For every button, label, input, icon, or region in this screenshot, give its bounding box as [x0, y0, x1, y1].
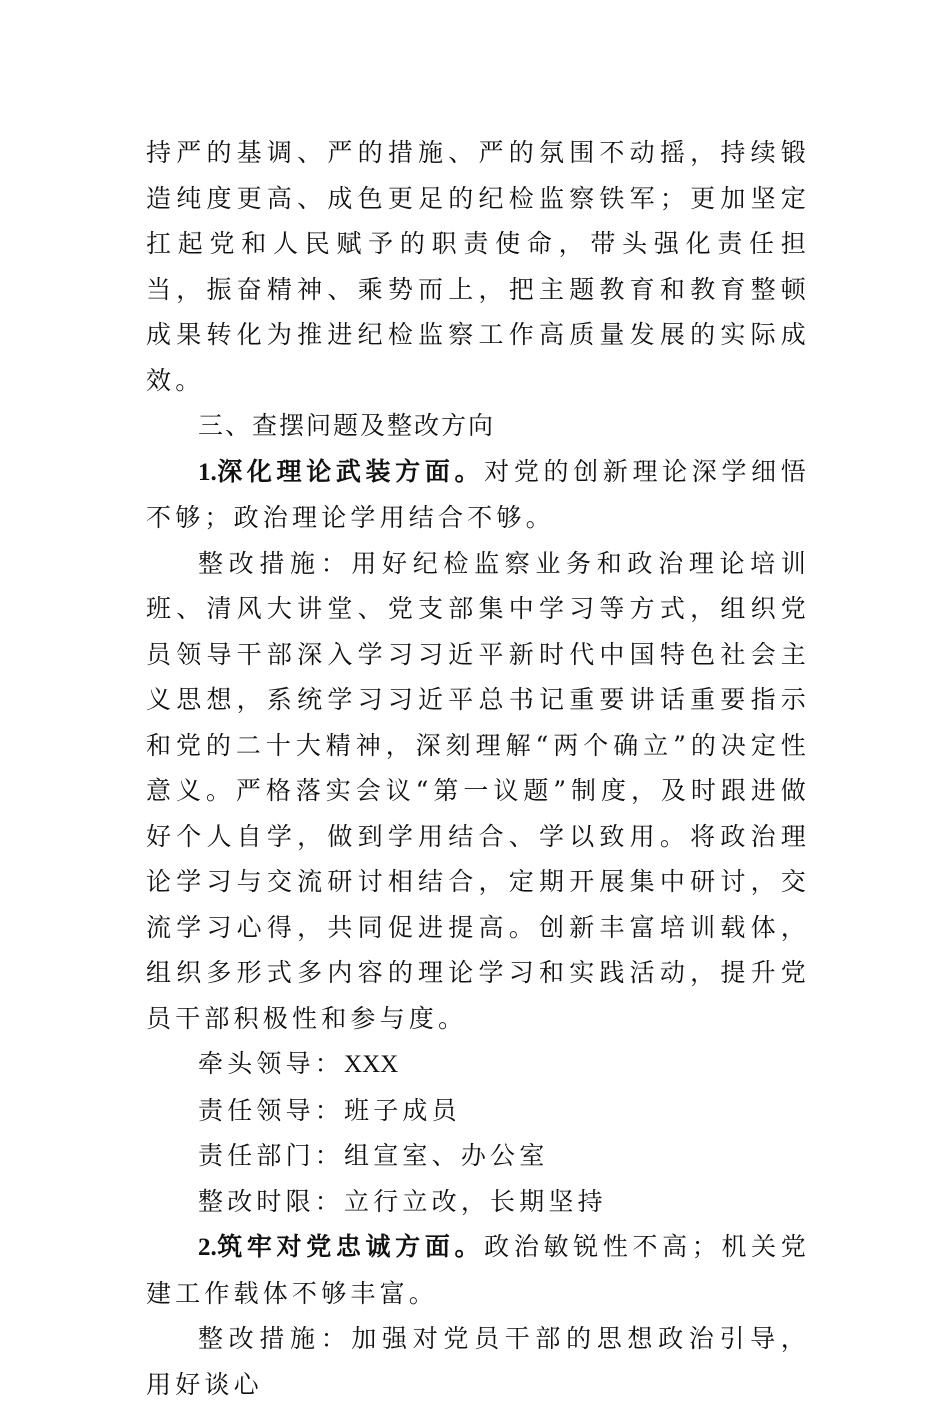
- item-1-responsible-leader: [146, 1088, 810, 1134]
- item-1-deadline: [146, 1179, 810, 1225]
- item-1-problem-paragraph: [146, 449, 810, 541]
- item-2-problem: 政治敏锐性不高；机关党建工作载体不够丰富。: [146, 1232, 810, 1308]
- item-1-title: 深化理论武装方面。: [216, 456, 485, 486]
- item-1-problem: 对党的创新理论深学细悟不够；政治理论学用结合不够。: [146, 456, 810, 532]
- item-2-measures-label: 整改措施：: [198, 1324, 352, 1353]
- lead-leader-label: 牵头领导：: [198, 1049, 345, 1078]
- item-1-lead-leader: [146, 1041, 810, 1088]
- item-1-number: 1.: [198, 458, 217, 486]
- item-1-responsible-department: [146, 1133, 810, 1179]
- section-heading: 三、查摆问题及整改方向: [198, 411, 496, 440]
- item-1-measures-label: 整改措施：: [198, 548, 352, 578]
- deadline-value: 立行立改，长期坚持: [344, 1186, 607, 1216]
- responsible-leader-value: 班子成员: [344, 1095, 461, 1125]
- item-1-measures-paragraph: [146, 541, 810, 1042]
- item-2-problem-paragraph: [146, 1224, 810, 1316]
- item-2-measures-text: 加强对党员干部的思想政治引导，用好谈心: [146, 1324, 810, 1399]
- item-2-measures-paragraph: [146, 1316, 810, 1407]
- responsible-leader-label: 责任领导：: [198, 1095, 345, 1125]
- item-2-number: 2.: [198, 1234, 217, 1261]
- responsible-department-label: 责任部门：: [198, 1141, 345, 1170]
- lead-leader-value: XXX: [344, 1051, 399, 1078]
- responsible-department-value: 组宣室、办公室: [344, 1141, 549, 1170]
- deadline-label: 整改时限：: [198, 1186, 345, 1216]
- item-2-title: 筑牢对党忠诚方面。: [216, 1232, 485, 1261]
- item-1-measures-text: 用好纪检监察业务和政治理论培训班、清风大讲堂、党支部集中学习等方式，组织党员领导干部深入学习习近平新时代中国特色社会主义思想，系统学习习近平总书记重要讲话重要指示和党的二十大精神，深刻理解“两个确立”的决定性意义。严格落实会议“第一议题”制度，及时跟进做好个人自学，做到学用结合、学以致用。将政治理论学习与交流研讨相结合，定期开展集中研讨，交流学习心得，共同促进提高。创新丰富培训载体，组织多形式多内容的理论学习和实践活动，提升党员干部积极性和参与度。: [146, 548, 810, 1033]
- intro-paragraph: 持严的基调、严的措施、严的氛围不动摇，持续锻造纯度更高、成色更足的纪检监察铁军；更加坚定扛起党和人民赋予的职责使命，带头强化责任担当，振奋精神、乘势而上，把主题教育和教育整顿成果转化为推进纪检监察工作高质量发展的实际成效。: [146, 138, 810, 395]
- document-page: [146, 130, 810, 1407]
